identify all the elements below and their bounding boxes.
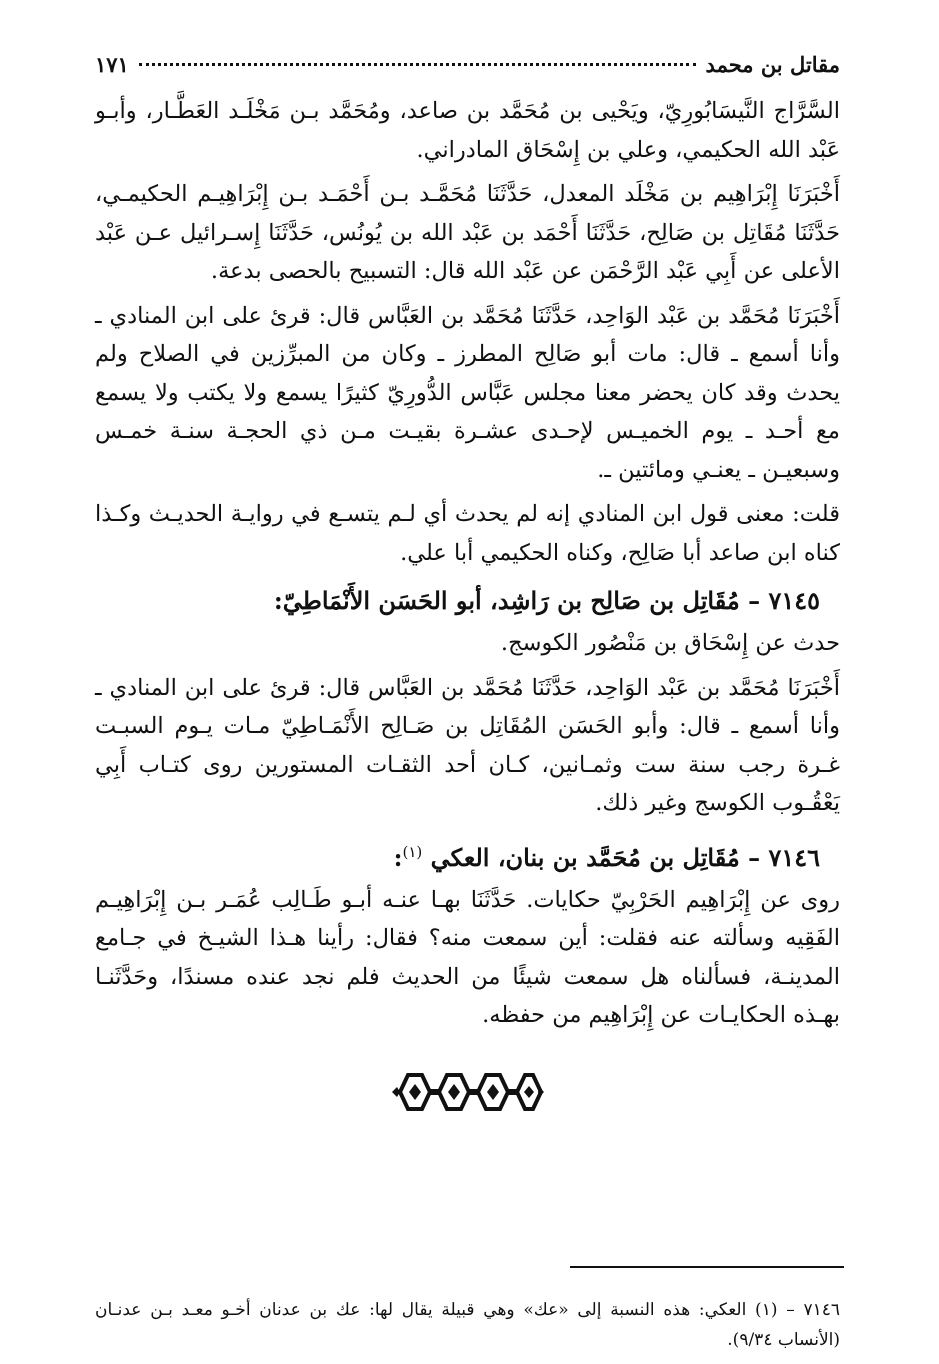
footnote: ٧١٤٦ – (١) العكي: هذه النسبة إلى «عك» وهي قبيلة يقال لها: عك بن عدنان أخـو معـد بـن عدنـان (الأنساب ٩/٣٤). <box>95 1300 840 1350</box>
entry-heading-text: ٧١٤٦ – مُقَاتِل بن مُحَمَّد بن بنان، العكي <box>430 842 820 872</box>
entry-heading-7145: ٧١٤٥ – مُقَاتِل بن صَالِح بن رَاشِد، أبو الحَسَن الأَنْمَاطِيّ: <box>273 586 820 615</box>
entry-7145-paragraph: حدث عن إِسْحَاق بن مَنْصُور الكوسج. <box>500 630 840 656</box>
entry-heading-7146 <box>95 829 820 881</box>
main-text <box>95 92 840 1035</box>
entry-7146-paragraph: روى عن إِبْرَاهِيم الحَرْبِيّ حكايات. حَدَّثَنَا بهـا عنـه أبـو طَـالِب عُمَـر بـن إِبْرَاهِيـم الفَقِيه وسألته عنه فقلت: أين سمعت منه؟ فقال: رأينا هـذا الشيـخ في جـامع المدينـة، فسألناه هل سمعت شيئًا من الحديث فلم نجد عنده مسندًا، وحَدَّثَنـا بهـذه الحكايـات عن إِبْرَاهِيم من حفظه. <box>95 886 840 1028</box>
page-number: ١٧١ <box>95 52 129 77</box>
paragraph-author-note: قلت: معنى قول ابن المنادي إنه لم يحدث أي لـم يتسـع في روايـة الحديـث وكـذا كناه ابن صاعد أبا صَالِح، وكناه الحكيمي أبا علي. <box>95 501 840 566</box>
entry-7145-paragraph: أَخْبَرَنَا مُحَمَّد بن عَبْد الوَاحِد، حَدَّثَنَا مُحَمَّد بن العَبَّاس قال: قرئ على ابن المنادي ـ وأنا أسمع ـ قال: وأبو الحَسَن المُقَاتِل بن صَـالِح الأَنْمَـاطِيّ مـات يـوم السبـت غـرة رجب سنة ست وثمـانين، كـان أحد الثقـات المستورين روى كتـاب أَبِي يَعْقُـوب الكوسج وغير ذلك. <box>95 674 840 816</box>
entry-heading-colon: : <box>393 842 403 872</box>
paragraph-death-report: أَخْبَرَنَا مُحَمَّد بن عَبْد الوَاحِد، حَدَّثَنَا مُحَمَّد بن العَبَّاس قال: قرئ على ابن المنادي ـ وأنا أسمع ـ قال: مات أبو صَالِح المطرز ـ وكان من المبرِّزين في الصلاح ولم يحدث وقد كان يحضر معنا مجلس عَبَّاس الدُّورِيّ كثيرًا يسمع ولا يكتب ولا يسمع مع أحـد ـ يوم الخميـس لإحـدى عشـرة بقيـت مـن ذي الحجـة سنـة خمـس وسبعيـن ـ يعنـي ومائتين ـ. <box>95 302 840 483</box>
paragraph-hadith-tasbih: أَخْبَرَنَا إِبْرَاهِيم بن مَخْلَد المعدل، حَدَّثَنَا مُحَمَّـد بـن أَحْمَـد بـن إِبْرَاهِيـم الحكيمـي، حَدَّثَنَا مُقَاتِل بن صَالِح، حَدَّثَنَا أَحْمَد بن عَبْد الله بن يُونُس، حَدَّثَنَا إِسـرائيل عـن عَبْد الأعلى عن أَبِي عَبْد الرَّحْمَن عن عَبْد الله قال: التسبيح بالحصى بدعة. <box>95 181 840 284</box>
leader-dots <box>139 63 696 66</box>
running-header <box>95 52 840 92</box>
paragraph-continuation: السَّرَّاج النَّيسَابُورِيّ، ويَحْيى بن مُحَمَّد بن صاعد، ومُحَمَّد بـن مَخْلَـد العَطَّـار، وأبـو عَبْد الله الحكيمي، وعلي بن إِسْحَاق المادراني. <box>95 98 840 163</box>
ornament-icon <box>388 1069 548 1115</box>
footnote-marker: (١) <box>402 842 423 861</box>
section-ornament <box>95 1069 840 1115</box>
running-title: مقاتل بن محمد <box>705 52 840 77</box>
footnote-separator <box>570 1266 844 1268</box>
book-page <box>95 52 840 1115</box>
